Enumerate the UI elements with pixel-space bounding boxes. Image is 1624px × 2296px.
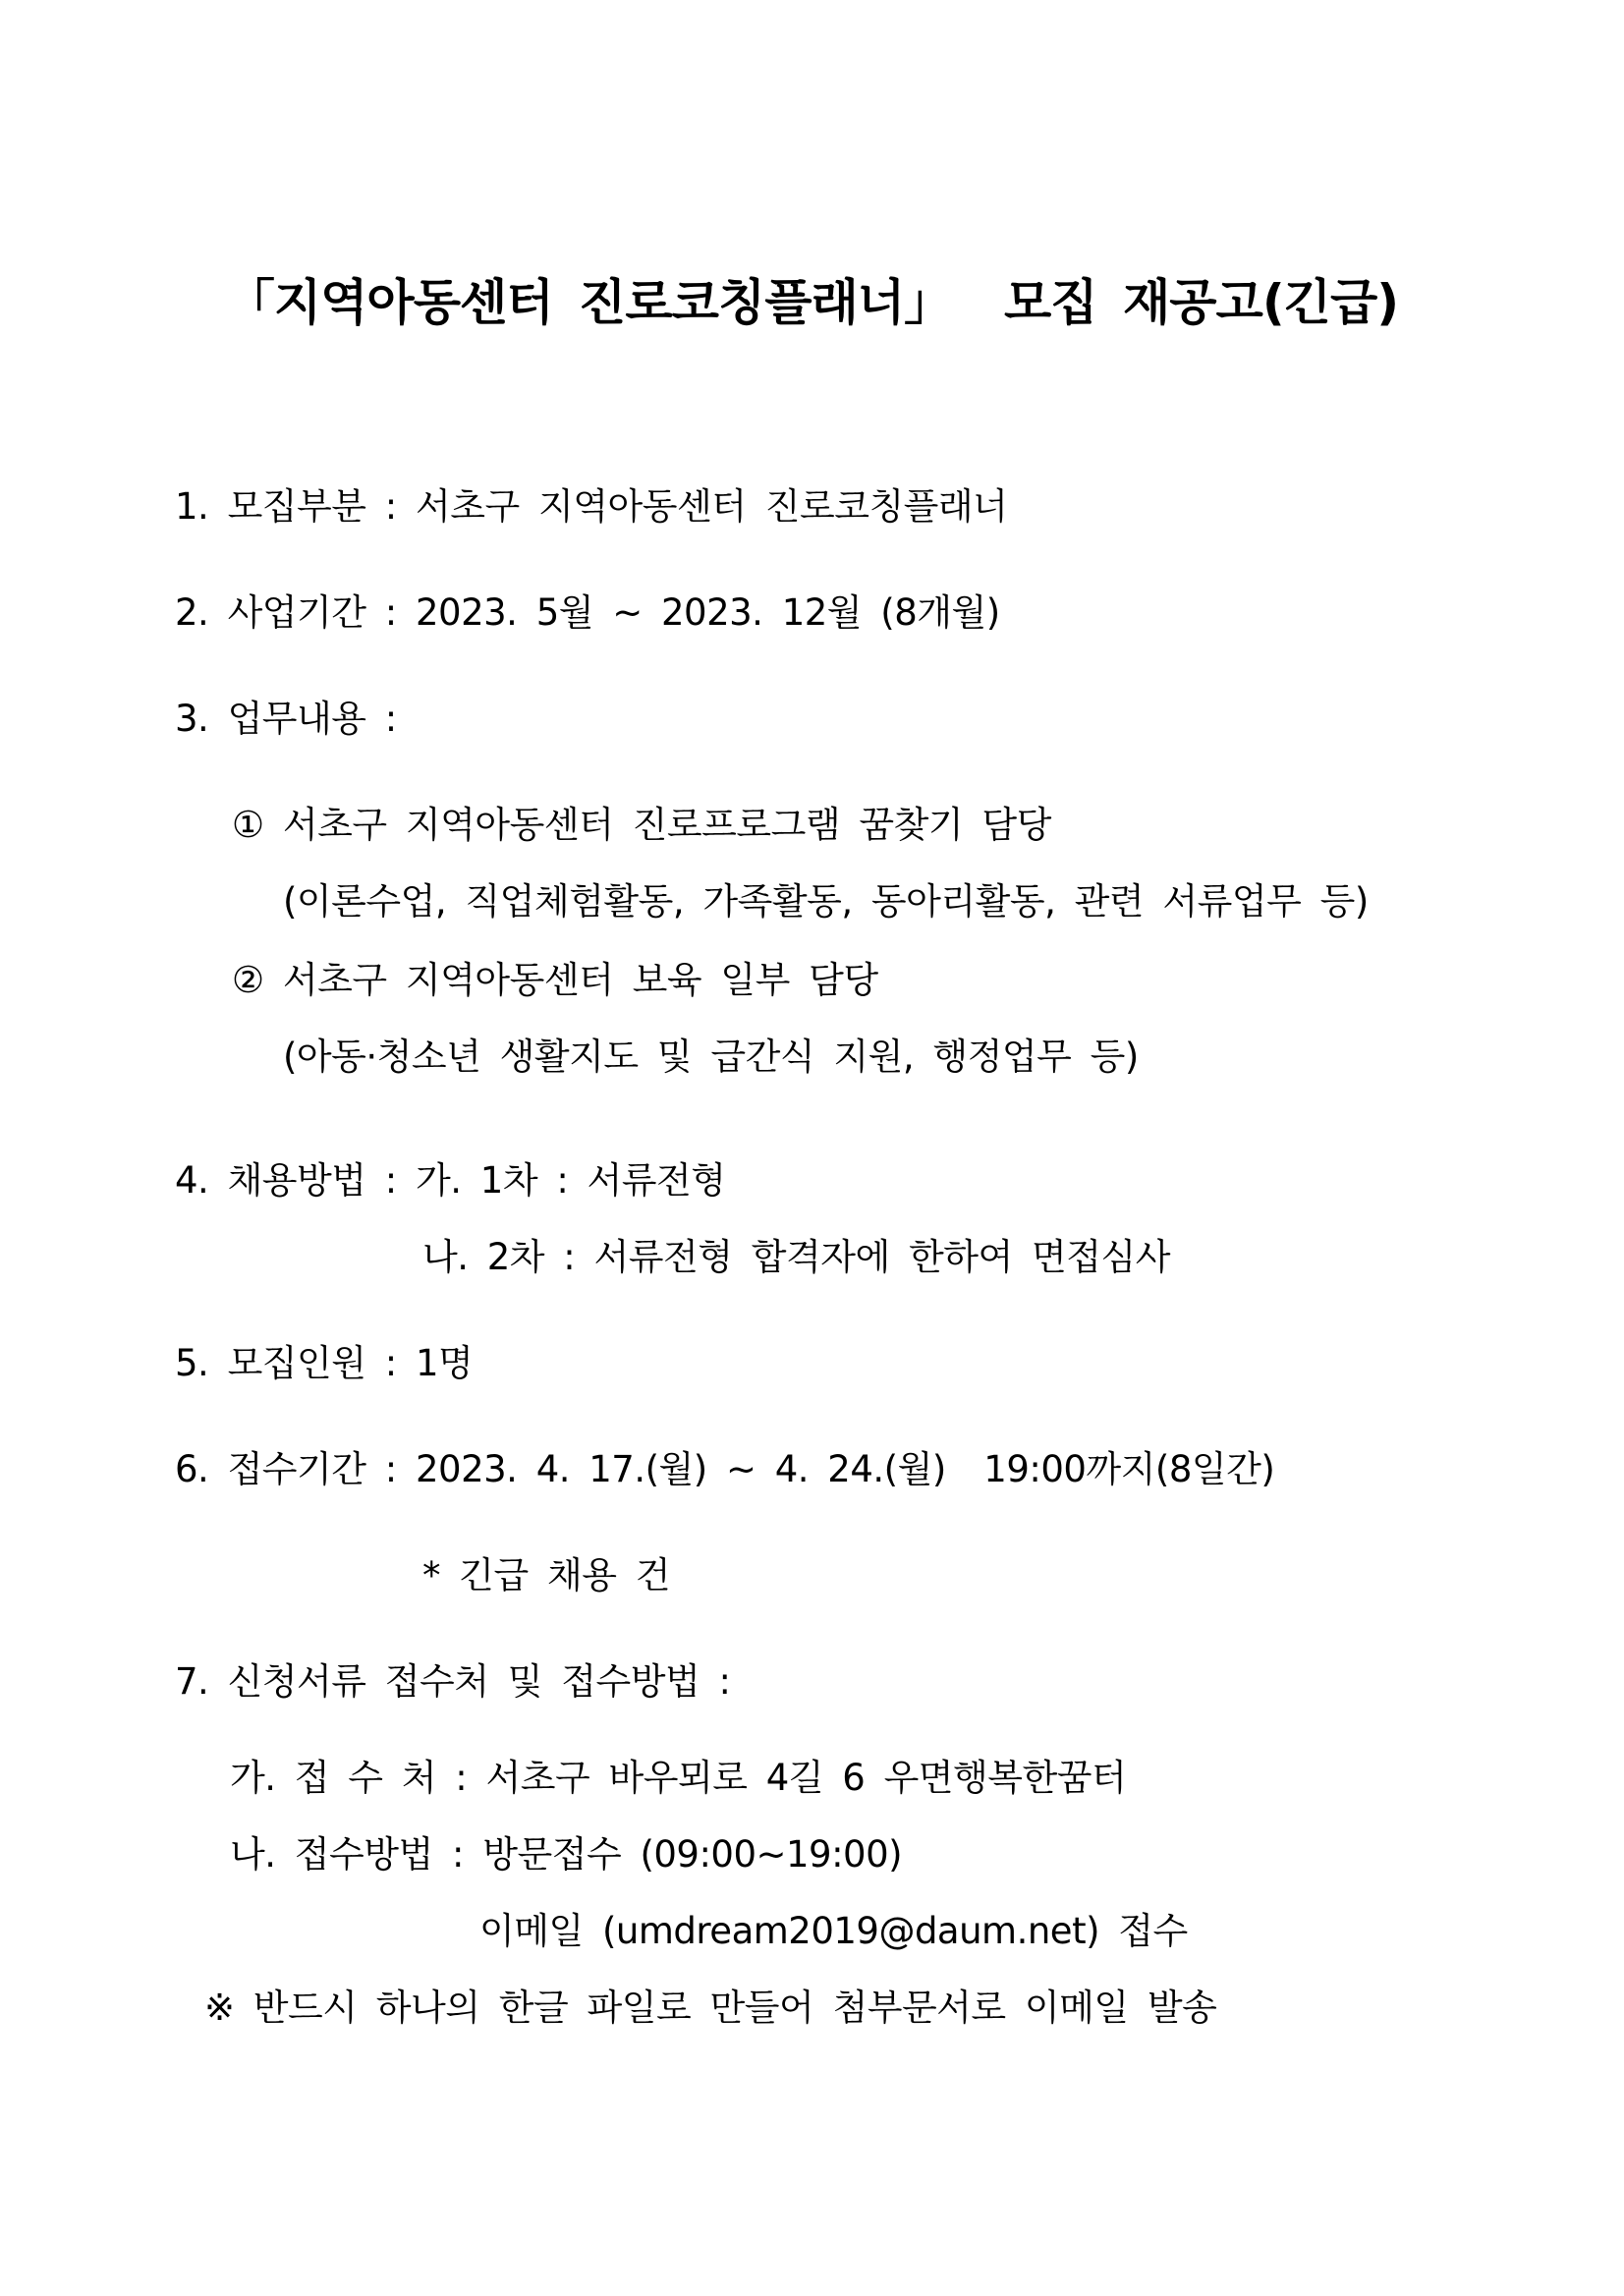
- item-submission-heading: 7. 신청서류 접수처 및 접수방법 :: [175, 1660, 731, 1703]
- item-hiring-method-1: 4. 채용방법 : 가. 1차 : 서류전형: [175, 1159, 726, 1202]
- item-application-period: 6. 접수기간 : 2023. 4. 17.(월) ~ 4. 24.(월) 19:00까지(8일간): [175, 1448, 1275, 1490]
- item-submission-method-1: 나. 접수방법 : 방문접수 (09:00~19:00): [230, 1833, 903, 1876]
- item-project-period: 2. 사업기간 : 2023. 5월 ~ 2023. 12월 (8개월): [175, 591, 1000, 634]
- item-recruit-field: 1. 모집부분 : 서초구 지역아동센터 진로코칭플래너: [175, 485, 1008, 528]
- item-duty-1-detail: (이론수업, 직업체험활동, 가족활동, 동아리활동, 관련 서류업무 등): [283, 880, 1369, 923]
- item-duties-heading: 3. 업무내용 :: [175, 698, 397, 740]
- item-notice: ※ 반드시 하나의 한글 파일로 만들어 첨부문서로 이메일 발송: [204, 1987, 1217, 2029]
- item-duty-2-detail: (아동·청소년 생활지도 및 급간식 지원, 행정업무 등): [283, 1036, 1139, 1078]
- document-title: 「지역아동센터 진로코칭플래너」 모집 재공고(긴급): [225, 274, 1399, 331]
- item-duty-2: ② 서초구 지역아동센터 보육 일부 담당: [232, 959, 878, 1001]
- item-submission-place: 가. 접 수 처 : 서초구 바우뫼로 4길 6 우면행복한꿈터: [230, 1757, 1127, 1799]
- item-duty-1: ① 서초구 지역아동센터 진로프로그램 꿈찾기 담당: [232, 804, 1051, 846]
- item-submission-method-2: 이메일 (umdream2019@daum.net) 접수: [479, 1910, 1188, 1952]
- item-hiring-method-2: 나. 2차 : 서류전형 합격자에 한하여 면접심사: [422, 1236, 1170, 1278]
- item-urgent-note: * 긴급 채용 건: [422, 1554, 670, 1596]
- item-headcount: 5. 모집인원 : 1명: [175, 1342, 474, 1384]
